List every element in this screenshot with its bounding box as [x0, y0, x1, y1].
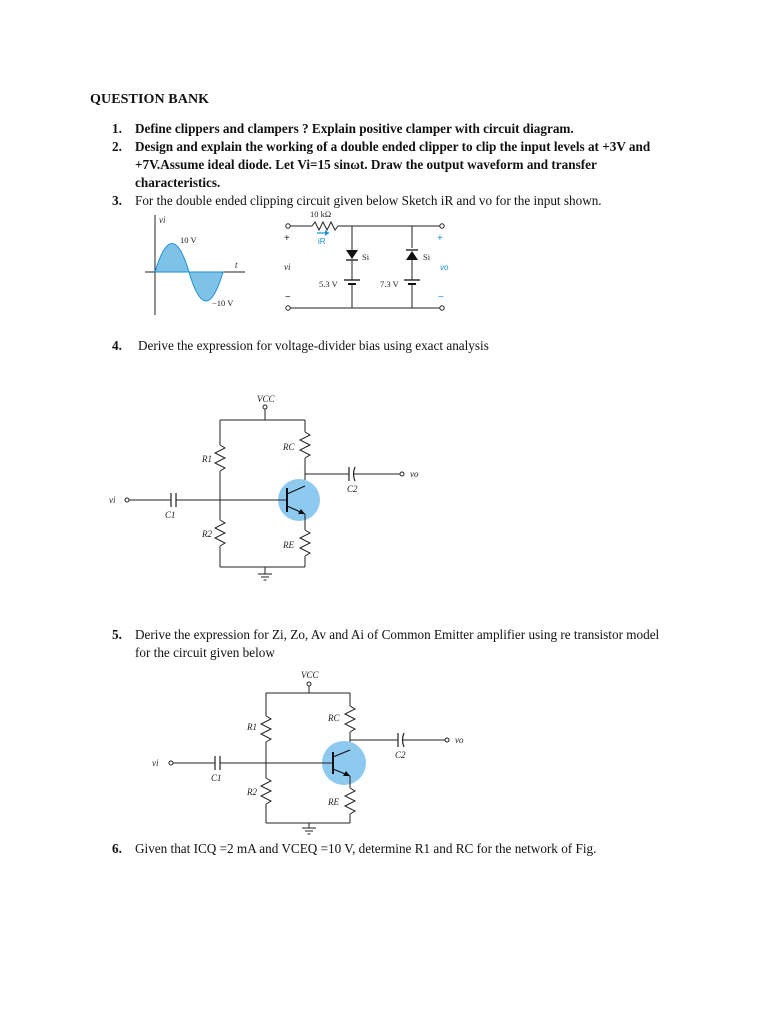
ce-re-label: RE [328, 797, 339, 807]
output-terminal-top [440, 224, 444, 228]
question-number: 5. [112, 627, 122, 642]
voltage-divider-bias-figure [105, 390, 435, 585]
input-terminal-top [286, 224, 290, 228]
ce-vcc-label: VCC [301, 670, 319, 680]
bias-vcc-label: VCC [257, 394, 275, 404]
wave-positive-half [155, 244, 189, 273]
bias-r1-label: R1 [202, 454, 212, 464]
question-text: Given that ICQ =2 mA and VCEQ =10 V, determine R1 and RC for the network of Fig. [135, 841, 597, 856]
ce-r1 [261, 716, 271, 742]
ce-r2-label: R2 [247, 787, 257, 797]
diode-1 [346, 250, 358, 259]
question-text: Define clippers and clampers ? Explain positive clamper with circuit diagram. [135, 121, 574, 136]
output-plus: + [437, 233, 443, 244]
question-1 [112, 120, 692, 138]
input-plus: + [284, 233, 290, 244]
output-terminal-bottom [440, 306, 444, 310]
bias-vi-label: vi [109, 495, 116, 505]
diode-2-label: Si [423, 252, 431, 262]
ce-rc [345, 706, 355, 732]
resistor-label: 10 kΩ [310, 209, 332, 219]
bias-re-label: RE [283, 540, 294, 550]
current-label: iR [318, 237, 326, 246]
question-4 [112, 337, 692, 355]
diode-1-label: Si [362, 252, 370, 262]
question-number: 2. [112, 139, 122, 154]
wave-negative-label: −10 V [212, 298, 234, 308]
input-label: vi [284, 262, 291, 272]
question-text: Design and explain the working of a double ended clipper to clip the input levels at +3V and +7V.Assume ideal diode. Let Vi=15 sinωt. Draw the output waveform and transfer characteristics. [135, 139, 651, 190]
page-heading: QUESTION BANK [90, 92, 210, 107]
wave-negative-half [189, 272, 223, 301]
bias-re [300, 530, 310, 556]
ce-r1-label: R1 [247, 722, 257, 732]
battery-2-label: 7.3 V [380, 279, 399, 289]
clipper-circuit-figure [282, 208, 457, 318]
ce-re [345, 788, 355, 814]
bias-c2-label: C2 [347, 484, 358, 494]
wave-axis-t-label: t [235, 260, 238, 270]
ce-c1-label: C1 [211, 773, 222, 783]
output-minus: − [438, 292, 444, 303]
ce-amplifier-figure [145, 668, 475, 838]
bias-c1-label: C1 [165, 510, 176, 520]
question-5 [112, 626, 692, 662]
question-number: 3. [112, 193, 122, 208]
question-number: 4. [112, 338, 122, 353]
ce-rc-label: RC [328, 713, 340, 723]
battery-1-label: 5.3 V [319, 279, 338, 289]
question-number: 6. [112, 841, 122, 856]
bias-vcc-terminal [263, 405, 267, 409]
ce-vo-terminal [445, 738, 449, 742]
input-minus: − [285, 292, 291, 303]
output-label: vo [440, 263, 449, 272]
bias-vo-label: vo [410, 469, 419, 479]
bias-r2 [215, 520, 225, 546]
question-text: For the double ended clipping circuit given below Sketch iR and vo for the input shown. [135, 193, 602, 208]
input-waveform-figure [140, 210, 250, 320]
ce-vi-label: vi [152, 758, 159, 768]
question-2 [112, 138, 692, 192]
bias-r2-label: R2 [202, 529, 212, 539]
bias-rc [300, 432, 310, 458]
question-text: Derive the expression for voltage-divider bias using exact analysis [138, 338, 489, 353]
ce-vcc-terminal [307, 682, 311, 686]
ce-vo-label: vo [455, 735, 464, 745]
question-number: 1. [112, 121, 122, 136]
wave-positive-label: 10 V [180, 235, 197, 245]
bias-vo-terminal [400, 472, 404, 476]
ce-c2-label: C2 [395, 750, 406, 760]
bias-r1 [215, 445, 225, 471]
bias-rc-label: RC [283, 442, 295, 452]
bias-ground-icon [258, 574, 272, 580]
question-text: Derive the expression for Zi, Zo, Av and Ai of Common Emitter amplifier using re transistor model for the circuit given below [135, 627, 660, 660]
resistor-10k [312, 222, 338, 230]
bias-vi-terminal [125, 498, 129, 502]
wave-axis-v-label: vi [159, 215, 166, 225]
ce-r2 [261, 778, 271, 804]
question-6 [112, 840, 692, 858]
input-terminal-bottom [286, 306, 290, 310]
ce-vi-terminal [169, 761, 173, 765]
ce-ground-icon [302, 828, 316, 834]
